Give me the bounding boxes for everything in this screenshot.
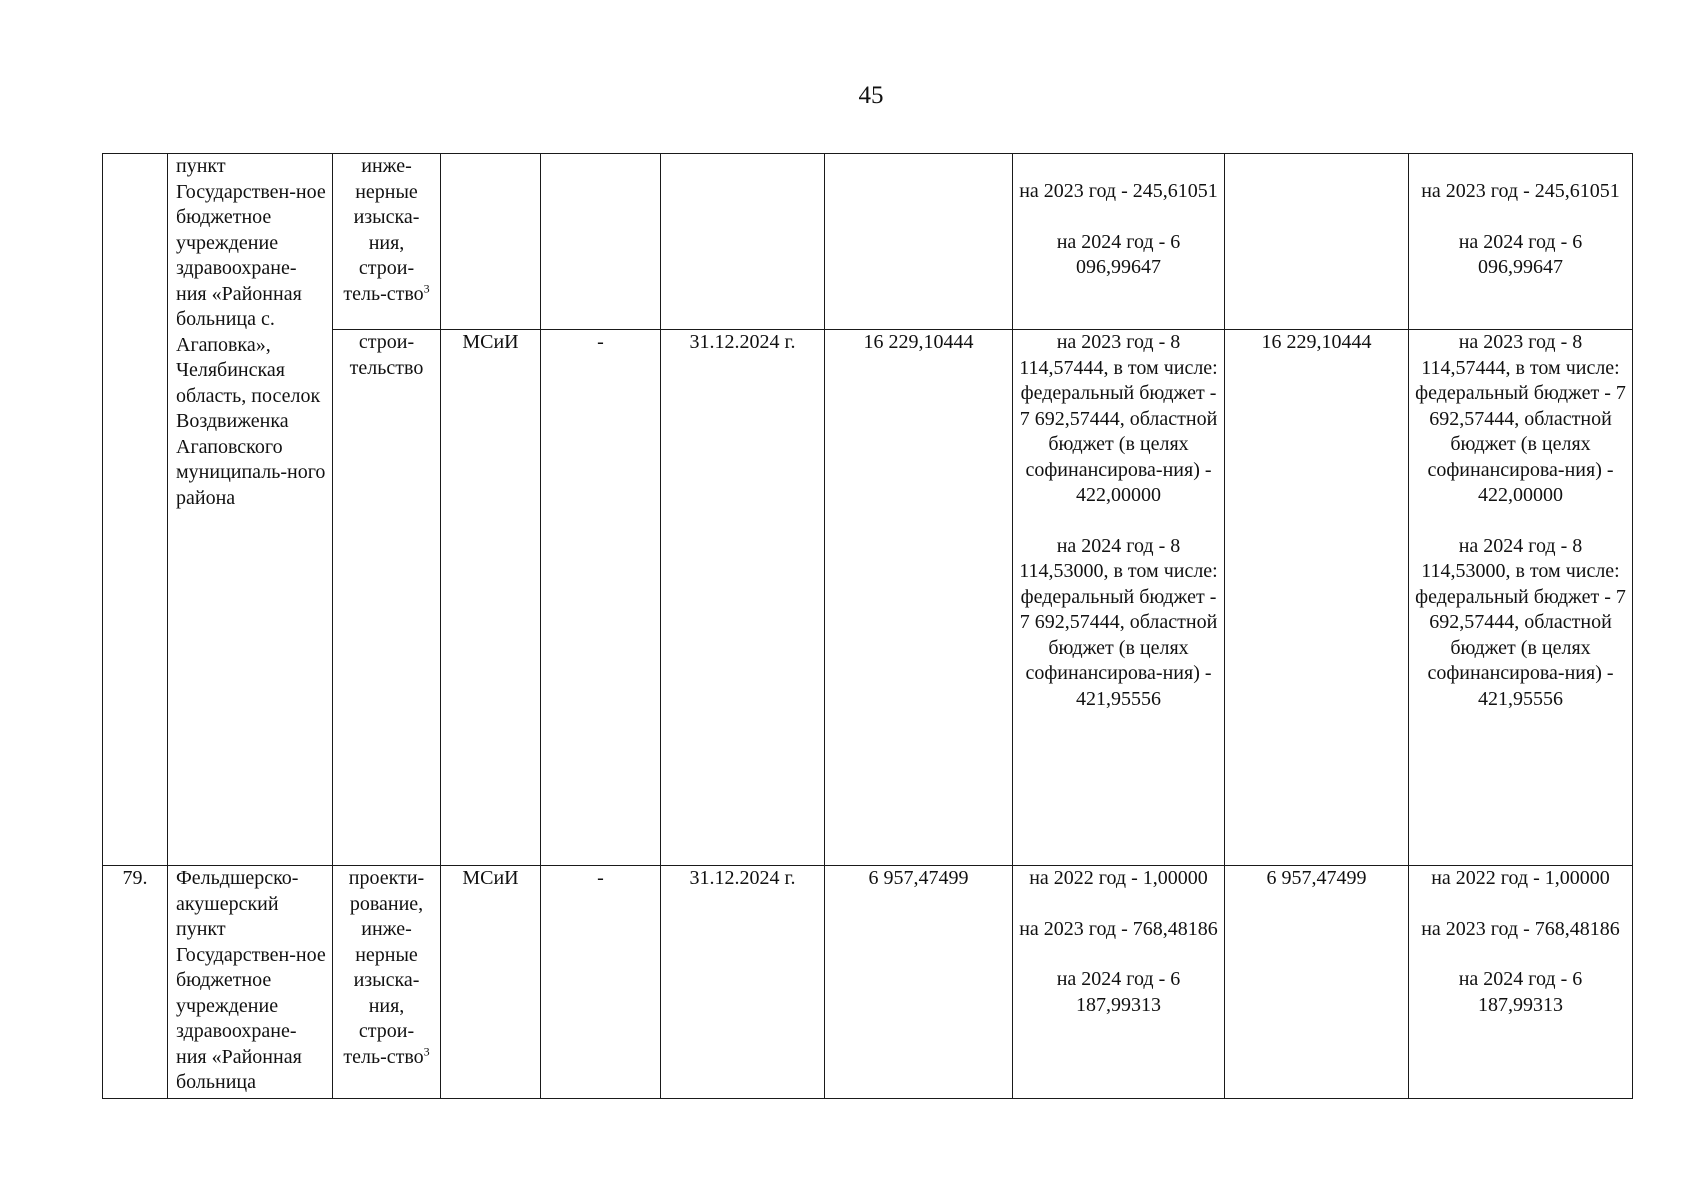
- capacity: -: [597, 867, 604, 889]
- work-type-cell: [333, 330, 441, 866]
- capacity-cell: [541, 330, 661, 866]
- work-type: инже-нерные изыска-ния, строи-тель-ство: [343, 155, 424, 305]
- customer-cell: [441, 154, 541, 330]
- total-limit-cell: [1225, 154, 1409, 330]
- footnote-mark: 3: [423, 1043, 430, 1058]
- estimated-cost-cell: [825, 154, 1013, 330]
- deadline-cell: [661, 866, 825, 1099]
- table-row: [103, 330, 1633, 866]
- object-name: Фельдшерско-акушерский пункт Государствен-ное бюджетное учреждение здравоохране-ния «Районная больница: [176, 867, 326, 1093]
- funding-cell: [1409, 154, 1633, 330]
- row-number-cell: [103, 154, 168, 866]
- work-type: проекти-рование, инже-нерные изыска-ния, строи-тель-ство: [343, 867, 425, 1068]
- table-row: [103, 866, 1633, 1099]
- customer: МСиИ: [462, 331, 519, 353]
- customer-cell: [441, 866, 541, 1099]
- funding-2022: на 2022 год - 1,00000: [1431, 867, 1610, 889]
- funding-2023: на 2023 год - 8 114,57444, в том числе: федеральный бюджет - 7 692,57444, областной бюджет (в целях софинансирова-ния) - 422,00000: [1415, 331, 1626, 506]
- footnote-mark: 3: [423, 280, 430, 295]
- investment-objects-table: [102, 153, 1633, 1099]
- estimated-cost-cell: [825, 330, 1013, 866]
- funding-2024: на 2024 год - 6 096,99647: [1458, 230, 1583, 278]
- page-number: 45: [858, 82, 884, 109]
- estimated-cost: 6 957,47499: [868, 867, 969, 889]
- budget-2023: на 2023 год - 245,61051: [1019, 180, 1218, 202]
- budget-cell: [1013, 330, 1225, 866]
- budget-2022: на 2022 год - 1,00000: [1029, 867, 1208, 889]
- total-limit-cell: [1225, 330, 1409, 866]
- total-limit: 6 957,47499: [1266, 867, 1367, 889]
- funding-2024: на 2024 год - 6 187,99313: [1458, 968, 1583, 1016]
- funding-cell: [1409, 330, 1633, 866]
- estimated-cost: 16 229,10444: [863, 331, 974, 353]
- budget-2024: на 2024 год - 6 187,99313: [1056, 968, 1181, 1016]
- total-limit: 16 229,10444: [1261, 331, 1372, 353]
- table-row: [103, 154, 1633, 330]
- budget-2024: на 2024 год - 8 114,53000, в том числе: федеральный бюджет - 7 692,57444, областной бюджет (в целях софинансирова-ния) - 421,95556: [1019, 534, 1218, 710]
- deadline-cell: [661, 154, 825, 330]
- funding-2024: на 2024 год - 8 114,53000, в том числе: федеральный бюджет - 7 692,57444, областной бюджет (в целях софинансирова-ния) - 421,95556: [1415, 534, 1626, 710]
- object-name: пункт Государствен-ное бюджетное учреждение здравоохране-ния «Районная больница с. Агаповка», Челябинская область, поселок Воздвиженка Агаповского муниципаль-ного района: [176, 155, 326, 509]
- capacity-cell: [541, 866, 661, 1099]
- funding-2023: на 2023 год - 245,61051: [1421, 180, 1620, 202]
- budget-2024: на 2024 год - 6 096,99647: [1056, 230, 1181, 278]
- row-number-cell: [103, 866, 168, 1099]
- deadline: 31.12.2024 г.: [689, 331, 796, 353]
- total-limit-cell: [1225, 866, 1409, 1099]
- estimated-cost-cell: [825, 866, 1013, 1099]
- capacity-cell: [541, 154, 661, 330]
- deadline: 31.12.2024 г.: [689, 867, 796, 889]
- work-type-cell: [333, 154, 441, 330]
- object-name-cell: [168, 866, 333, 1099]
- funding-cell: [1409, 866, 1633, 1099]
- row-number: 79.: [122, 867, 148, 889]
- budget-cell: [1013, 154, 1225, 330]
- capacity: -: [597, 331, 604, 353]
- customer: МСиИ: [462, 867, 519, 889]
- object-name-cell: [168, 154, 333, 866]
- work-type: строи-тельство: [349, 331, 424, 379]
- work-type-cell: [333, 866, 441, 1099]
- customer-cell: [441, 330, 541, 866]
- budget-2023: на 2023 год - 8 114,57444, в том числе: федеральный бюджет - 7 692,57444, областной бюджет (в целях софинансирова-ния) - 422,00000: [1019, 331, 1218, 506]
- funding-2023: на 2023 год - 768,48186: [1421, 917, 1620, 940]
- budget-cell: [1013, 866, 1225, 1099]
- budget-2023: на 2023 год - 768,48186: [1019, 917, 1218, 940]
- deadline-cell: [661, 330, 825, 866]
